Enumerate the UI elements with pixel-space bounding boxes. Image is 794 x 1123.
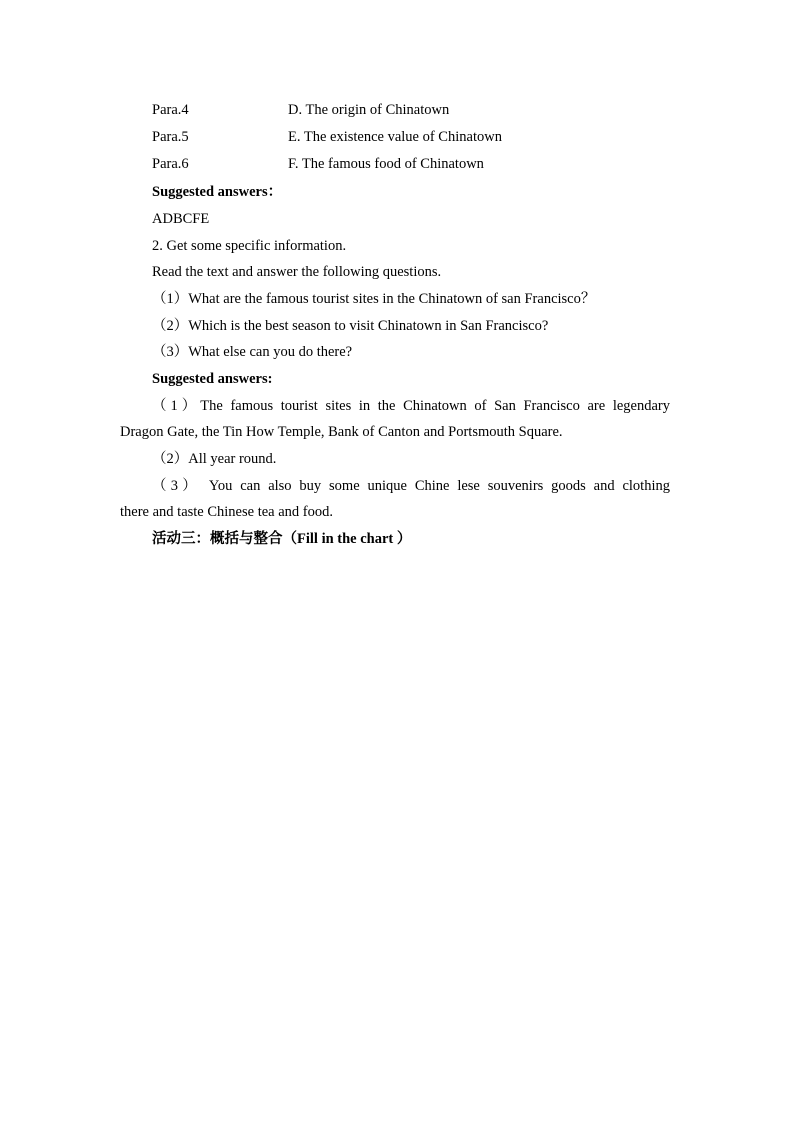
matching-row: [152, 129, 672, 149]
answer-key: ADBCFE: [152, 211, 210, 227]
matching-option: F. The famous food of Chinatown: [288, 156, 484, 172]
activity-heading: 活动三：概括与整合（Fill in the chart ）: [152, 531, 412, 547]
matching-row: [152, 156, 672, 176]
paragraph-label: Para.6: [152, 156, 189, 172]
answer-text: Dragon Gate, the Tin How Temple, Bank of Canton and Portsmouth Square.: [120, 424, 563, 440]
question-item: （1）What are the famous tourist sites in the Chinatown of san Francisco？: [152, 291, 596, 307]
matching-option: D. The origin of Chinatown: [288, 102, 450, 118]
suggested-answers-heading: Suggested answers:: [152, 371, 273, 387]
paragraph-label: Para.5: [152, 129, 189, 145]
matching-option: E. The existence value of Chinatown: [288, 129, 502, 145]
matching-row: [152, 102, 672, 122]
task-title: 2. Get some specific information.: [152, 238, 347, 254]
suggested-answers-heading: Suggested answers：: [152, 184, 283, 200]
answer-text: （3） You can also buy some unique Chine lese souvenirs goods and clothing: [152, 478, 670, 494]
paragraph-label: Para.4: [152, 102, 189, 118]
answer-text: there and taste Chinese tea and food.: [120, 504, 333, 520]
question-item: （3）What else can you do there?: [152, 344, 353, 360]
task-instruction: Read the text and answer the following questions.: [152, 264, 442, 280]
answer-text: （2）All year round.: [152, 451, 277, 467]
question-item: （2）Which is the best season to visit Chinatown in San Francisco?: [152, 318, 549, 334]
answer-text: （1）The famous tourist sites in the Chinatown of San Francisco are legendary: [152, 398, 670, 414]
